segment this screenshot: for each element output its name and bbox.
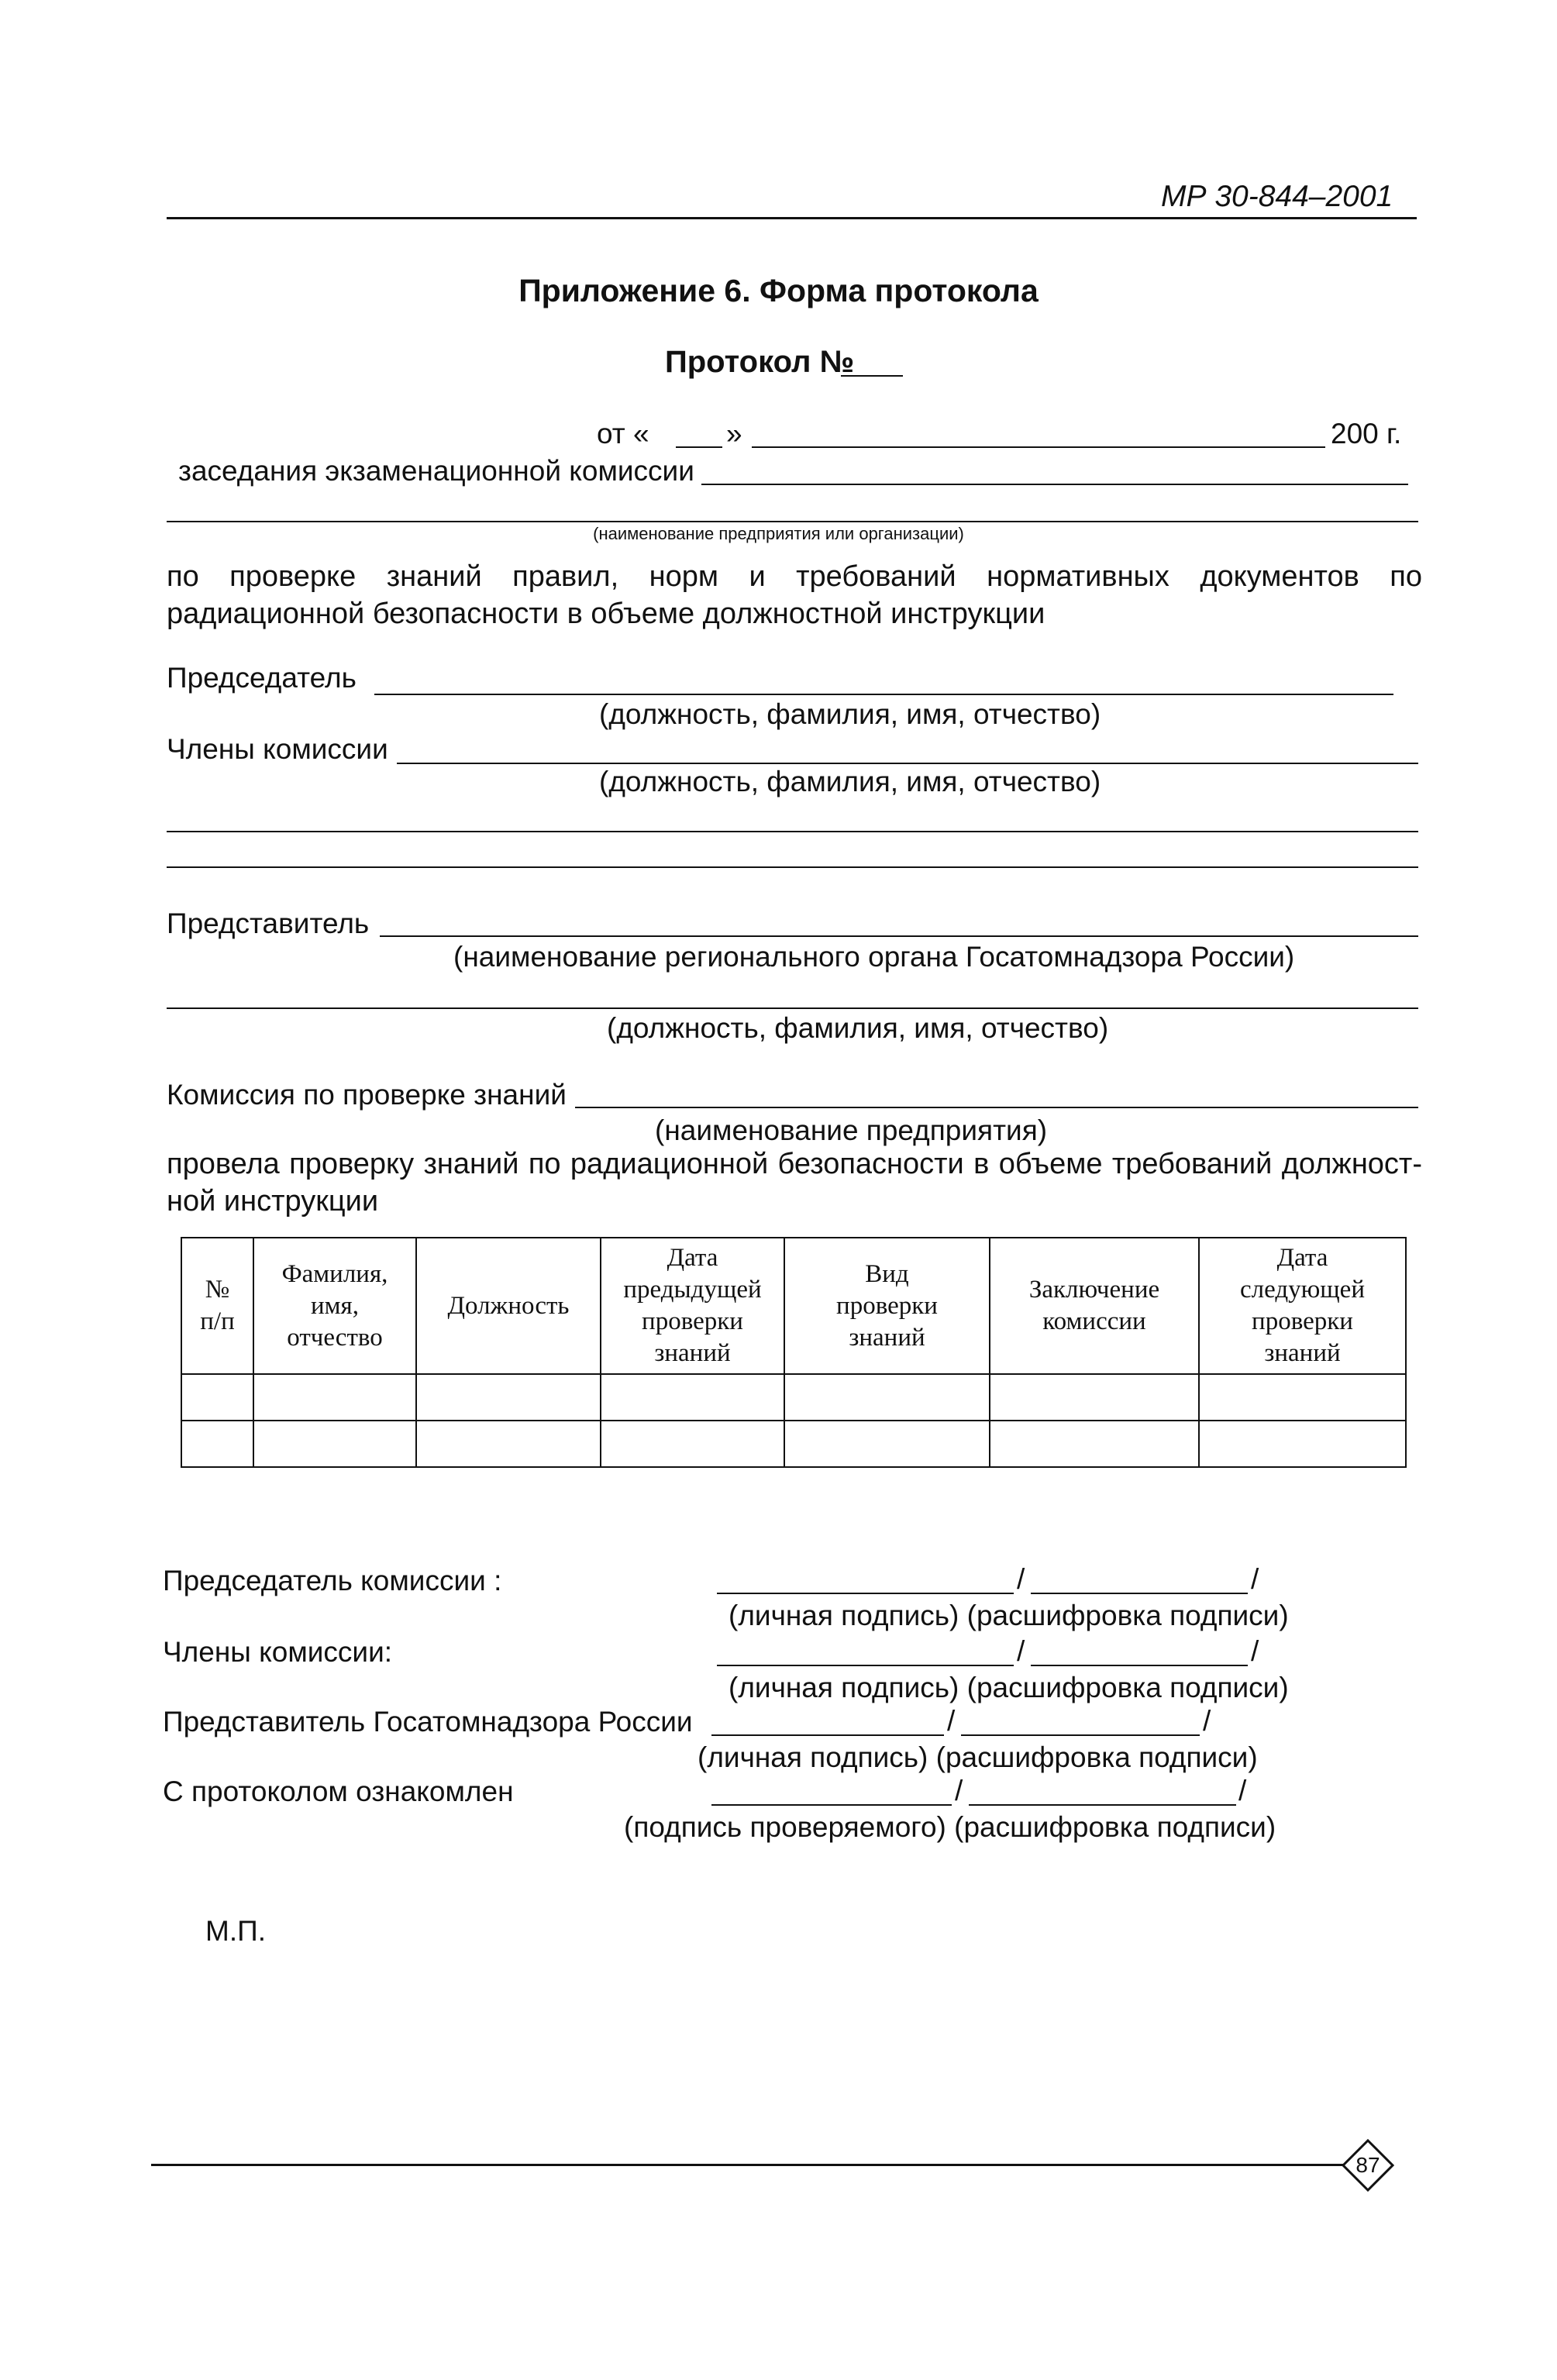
sig-gosatom-label: Представитель Госатомнадзора России xyxy=(163,1706,693,1738)
table-cell xyxy=(990,1374,1199,1421)
stamp-place: М.П. xyxy=(205,1915,266,1947)
organization-blank xyxy=(167,521,1418,522)
meeting-label: заседания экзаменационной комиссии xyxy=(178,455,694,487)
sig-gosatom-name-blank xyxy=(961,1734,1200,1736)
members-blank-3 xyxy=(167,866,1418,868)
chairman-label: Председатель xyxy=(167,662,357,694)
sig-acquainted-sign-blank xyxy=(711,1804,952,1806)
table-row xyxy=(181,1374,1406,1421)
header-position: Должность xyxy=(416,1238,601,1374)
table-cell xyxy=(784,1421,990,1467)
sig-members-caption: (личная подпись) (расшифровка подписи) xyxy=(729,1672,1289,1703)
sig-acquainted-caption: (подпись проверяемого) (расшифровка подписи) xyxy=(624,1811,1276,1843)
sig-acquainted-name-blank xyxy=(969,1804,1236,1806)
sig-members-slash-2: / xyxy=(1251,1635,1259,1667)
members-label: Члены комиссии xyxy=(167,733,388,765)
table-cell xyxy=(990,1421,1199,1467)
representative-label: Представитель xyxy=(167,908,370,939)
header-number: № п/п xyxy=(181,1238,253,1374)
sig-chairman-slash-1: / xyxy=(1017,1563,1025,1595)
table-cell xyxy=(253,1374,416,1421)
table-cell xyxy=(181,1421,253,1467)
table-cell xyxy=(181,1374,253,1421)
table-cell xyxy=(416,1374,601,1421)
appendix-title: Приложение 6. Форма протокола xyxy=(518,273,1039,308)
table-cell xyxy=(1199,1374,1406,1421)
header-conclusion: Заключение комиссии xyxy=(990,1238,1199,1374)
sig-gosatom-slash-1: / xyxy=(947,1705,956,1737)
commission-label: Комиссия по проверке знаний xyxy=(167,1079,567,1111)
representative-person-blank xyxy=(167,1007,1418,1009)
sig-chairman-label: Председатель комиссии : xyxy=(163,1565,502,1596)
sig-members-slash-1: / xyxy=(1017,1635,1025,1667)
result-text: провела проверку знаний по радиационной безопасности в объеме требований должност-ной инструкции xyxy=(167,1148,1422,1218)
header-full-name: Фамилия, имя, отчество xyxy=(253,1238,416,1374)
organization-caption: (наименование предприятия или организации) xyxy=(593,524,964,543)
header-next-check-date: Дата следующей проверки знаний xyxy=(1199,1238,1406,1374)
sig-gosatom-caption: (личная подпись) (расшифровка подписи) xyxy=(698,1741,1258,1773)
table-cell xyxy=(601,1374,784,1421)
commission-blank xyxy=(575,1107,1418,1108)
date-year: 200 г. xyxy=(1331,418,1402,449)
representative-person-caption: (должность, фамилия, имя, отчество) xyxy=(607,1012,1109,1044)
chairman-caption: (должность, фамилия, имя, отчество) xyxy=(599,698,1101,730)
sig-chairman-name-blank xyxy=(1031,1593,1248,1594)
sig-chairman-sign-blank xyxy=(717,1593,1014,1594)
commission-caption: (наименование предприятия) xyxy=(655,1114,1048,1146)
protocol-number-label: Протокол № xyxy=(665,345,855,379)
table-cell xyxy=(784,1374,990,1421)
meeting-blank xyxy=(701,484,1408,485)
sig-members-label: Члены комиссии: xyxy=(163,1636,393,1668)
table-header-row xyxy=(181,1238,1406,1374)
date-mid: » xyxy=(726,418,742,449)
sig-acquainted-slash-1: / xyxy=(955,1775,963,1807)
header-rule xyxy=(167,217,1417,219)
members-blank-2 xyxy=(167,831,1418,832)
sig-members-sign-blank xyxy=(717,1665,1014,1666)
header-previous-check-date: Дата предыдущей проверки знаний xyxy=(601,1238,784,1374)
representative-org-caption: (наименование регионального органа Госатомнадзора России) xyxy=(453,941,1295,973)
date-day-blank xyxy=(676,446,722,448)
sig-chairman-caption: (личная подпись) (расшифровка подписи) xyxy=(729,1600,1289,1631)
table-cell xyxy=(601,1421,784,1467)
document-code: МР 30-844–2001 xyxy=(1161,180,1393,213)
page-number: 87 xyxy=(1355,2153,1380,2177)
date-month-blank xyxy=(752,446,1325,448)
results-table xyxy=(181,1237,1407,1468)
members-blank-1 xyxy=(397,763,1418,764)
header-check-type: Вид проверки знаний xyxy=(784,1238,990,1374)
sig-gosatom-sign-blank xyxy=(711,1734,944,1736)
table-cell xyxy=(253,1421,416,1467)
chairman-blank xyxy=(374,694,1393,695)
footer-rule xyxy=(151,2164,1345,2166)
sig-members-name-blank xyxy=(1031,1665,1248,1666)
protocol-number-blank xyxy=(841,375,903,377)
sig-chairman-slash-2: / xyxy=(1251,1563,1259,1595)
purpose-text: по проверке знаний правил, норм и требований нормативных документов по радиационной безопасности в объеме должностной инструкции xyxy=(167,560,1422,630)
table-row xyxy=(181,1421,1406,1467)
sig-acquainted-slash-2: / xyxy=(1238,1775,1247,1807)
sig-acquainted-label: С протоколом ознакомлен xyxy=(163,1776,514,1807)
table-cell xyxy=(416,1421,601,1467)
date-prefix: от « xyxy=(597,418,649,449)
members-caption: (должность, фамилия, имя, отчество) xyxy=(599,766,1101,797)
sig-gosatom-slash-2: / xyxy=(1203,1705,1211,1737)
representative-blank xyxy=(380,935,1418,937)
table-cell xyxy=(1199,1421,1406,1467)
